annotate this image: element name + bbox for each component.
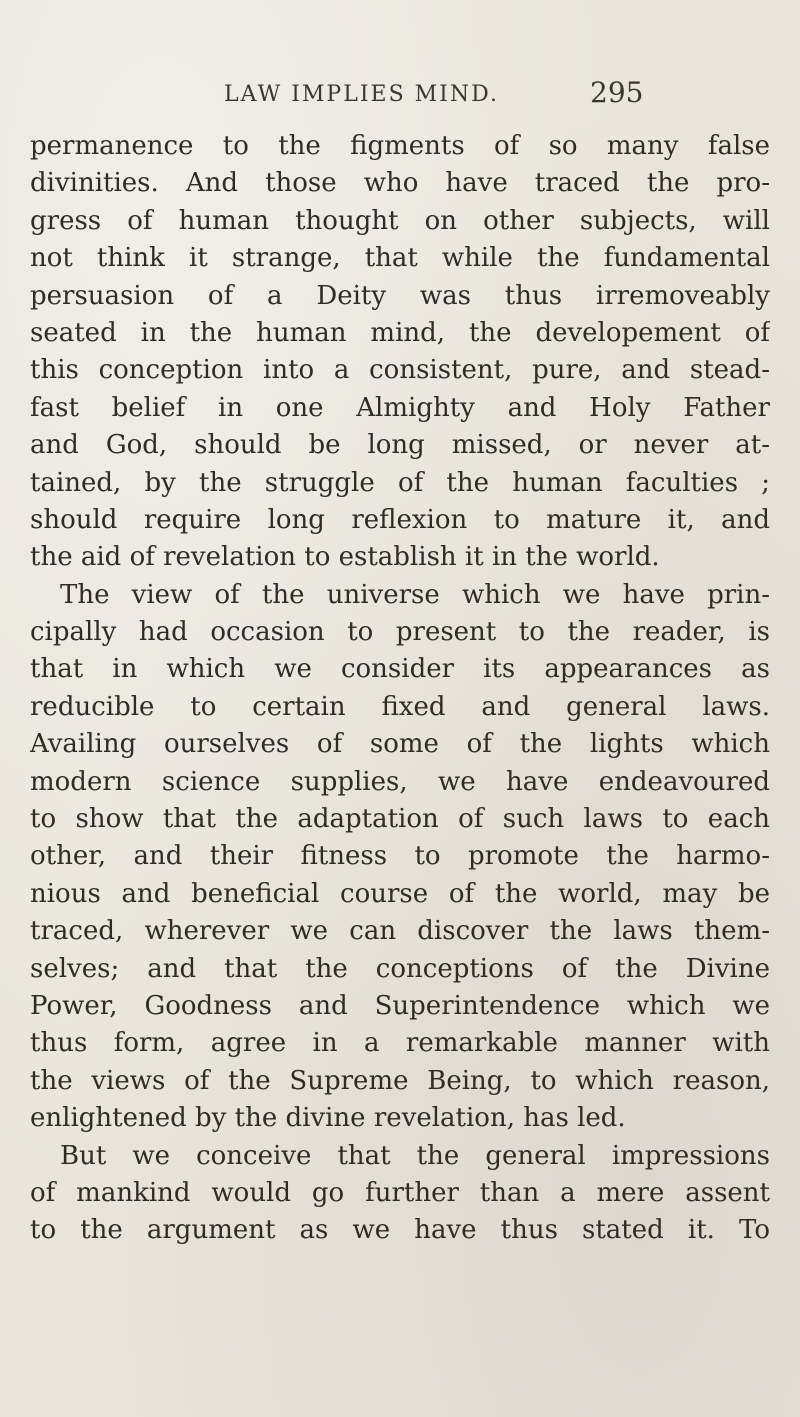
text-line: the aid of revelation to establish it in the world. [30,542,660,573]
text-line: the views of the Supreme Being, to which reason, [30,1065,770,1096]
text-line: of mankind would go further than a mere assent [30,1177,770,1208]
text-line: traced, wherever we can discover the laws them- [30,916,770,947]
text-line: selves; and that the conceptions of the Divine [30,953,770,984]
page-number: 295 [590,76,644,109]
text-line: thus form, agree in a remarkable manner with [30,1028,770,1059]
text-line: modern science supplies, we have endeavoured [30,766,770,797]
text-line: should require long reflexion to mature it, and [30,504,770,535]
text-line: fast belief in one Almighty and Holy Father [30,392,770,423]
running-title: LAW IMPLIES MIND. [224,82,499,107]
text-line: gress of human thought on other subjects, will [30,205,770,236]
text-line: nious and beneficial course of the world, may be [30,878,770,909]
text-line: Availing ourselves of some of the lights which [30,729,770,760]
running-head [0,76,800,116]
text-line: Power, Goodness and Superintendence which we [30,990,770,1021]
text-line: tained, by the struggle of the human faculties ; [30,467,770,498]
text-line: and God, should be long missed, or never at- [30,430,770,461]
text-line: reducible to certain fixed and general laws. [30,691,770,722]
paragraph-start-line: But we conceive that the general impressions [60,1140,770,1171]
text-line: that in which we consider its appearances as [30,654,770,685]
text-line: seated in the human mind, the developement of [30,317,770,348]
paragraph-start-line: The view of the universe which we have prin- [60,579,770,610]
text-line: not think it strange, that while the fundamental [30,243,770,274]
text-line: other, and their fitness to promote the harmo- [30,841,770,872]
text-line: cipally had occasion to present to the reader, is [30,617,770,648]
text-line: enlightened by the divine revelation, has led. [30,1103,626,1134]
text-line: to show that the adaptation of such laws to each [30,804,770,835]
text-line: permanence to the figments of so many false [30,131,770,161]
text-line: divinities. And those who have traced the pro- [30,168,770,199]
text-line: this conception into a consistent, pure, and stead- [30,355,770,386]
text-line: persuasion of a Deity was thus irremoveably [30,280,770,311]
body-text [30,128,770,1250]
text-line: to the argument as we have thus stated it. To [30,1215,770,1246]
